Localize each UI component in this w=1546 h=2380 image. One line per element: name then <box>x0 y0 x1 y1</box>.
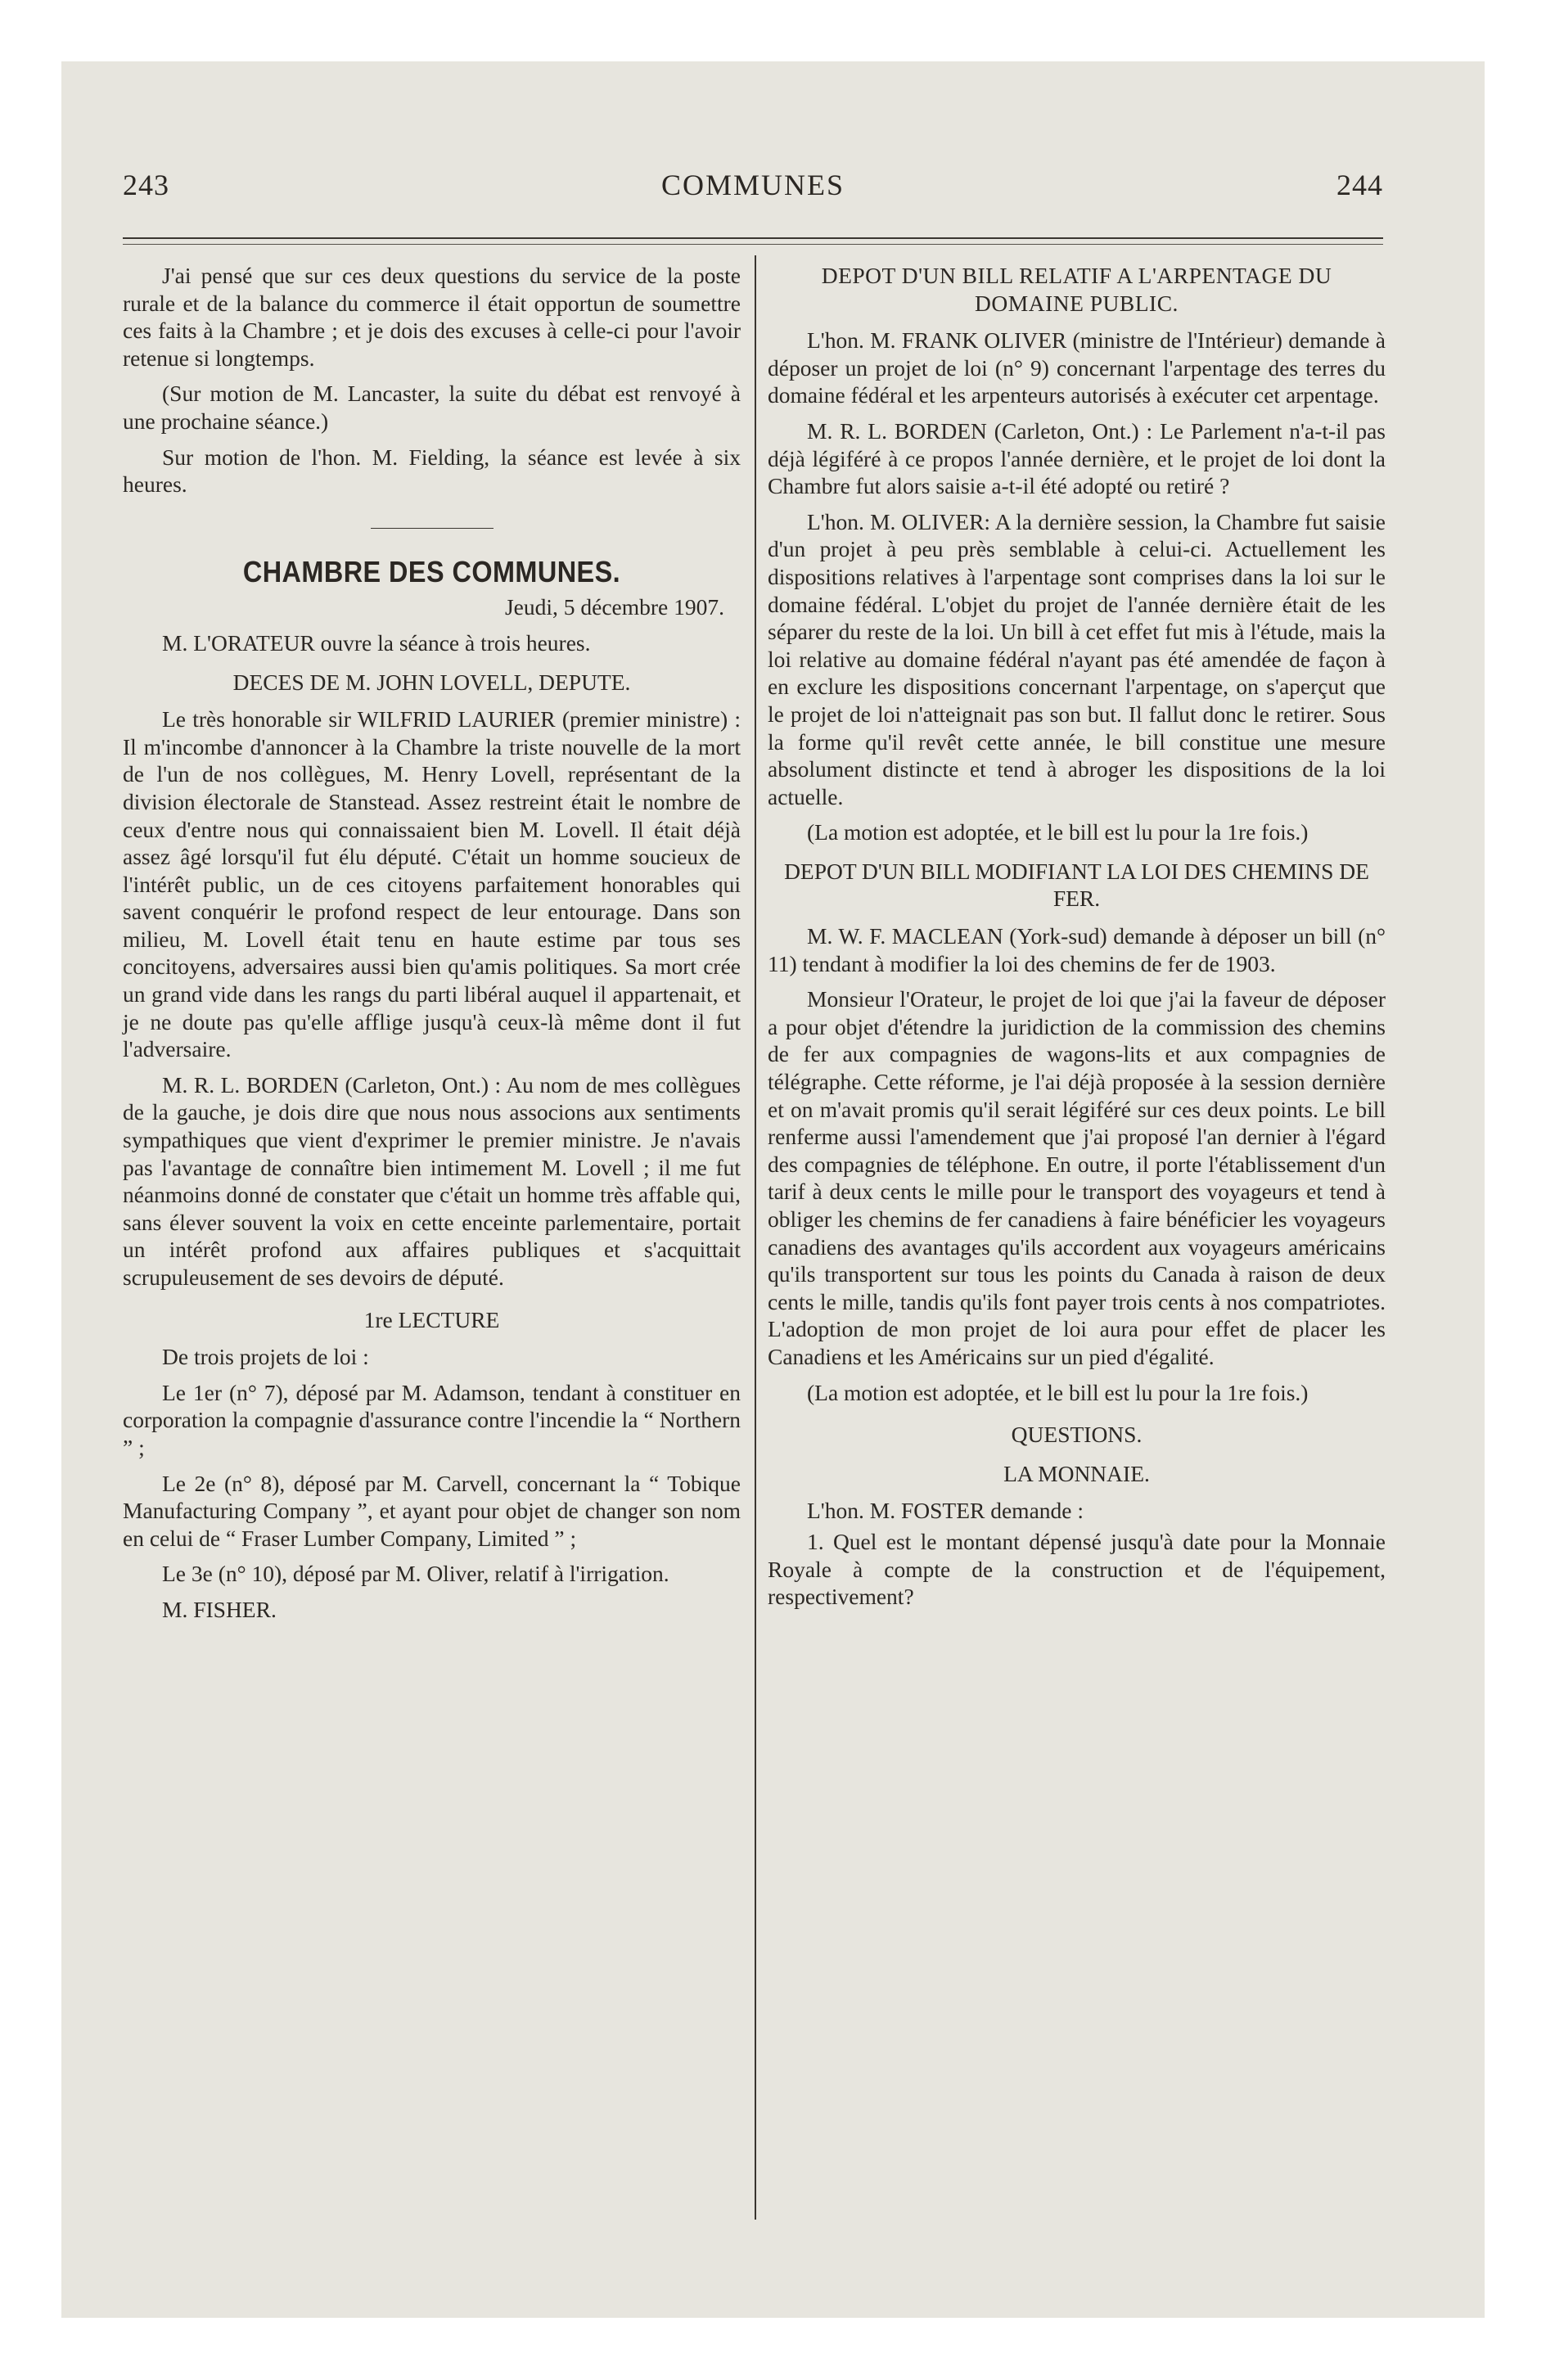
dateline: Jeudi, 5 décembre 1907. <box>504 594 724 620</box>
paragraph: M. L'ORATEUR ouvre la séance à trois heures. <box>162 629 591 656</box>
column-divider <box>755 255 756 2220</box>
header-rule-thin <box>123 244 1383 245</box>
paragraph: L'hon. M. FOSTER demande : <box>807 1498 1084 1524</box>
subsection-heading: LA MONNAIE. <box>1003 1460 1150 1486</box>
paragraph: Le 1er (n° 7), déposé par M. Adamson, tendant à constituer en corporation la compagnie d'assurance contre l'incendie la “ Northern ” ; <box>123 1379 741 1460</box>
paragraph: Le 2e (n° 8), déposé par M. Carvell, concernant la “ Tobique Manufacturing Company ”, et ayant pour objet de changer son nom en celui de “ Fraser Lumber Company, Limited ” ; <box>123 1470 741 1551</box>
paragraph: J'ai pensé que sur ces deux questions du service de la poste rurale et de la balance du commerce il était opportun de soumettre ces faits à la Chambre ; et je dois des excuses à celle-ci pour l'avoir retenue si longtemps. <box>123 263 741 371</box>
section-heading: DEPOT D'UN BILL RELATIF A L'ARPENTAGE DU DOMAINE PUBLIC. <box>821 263 1332 316</box>
paragraph: L'hon. M. OLIVER: A la dernière session, la Chambre fut saisie d'un projet à peu près semblable à celui-ci. Actuellement les dispositions relatives à l'arpentage sont comprises dans la loi sur le domaine fédéral. L'objet du projet de l'année dernière était de les séparer du reste de la loi. Un bill à cet effet fut mis à l'étude, mais la loi relative au domaine fédéral n'ayant pas été amendée de façon à en exclure les dispositions concernant l'arpentage, on s'aperçut que le projet de loi n'atteignait pas son but. Il fallut donc le retirer. Sous la forme qu'il revêt cette année, le bill constitue une mesure absolument distincte et tend à abroger les dispositions de la loi actuelle. <box>768 508 1386 809</box>
paragraph: Le très honorable sir WILFRID LAURIER (premier ministre) : Il m'incombe d'annoncer à la Chambre la triste nouvelle de la mort de l'un de nos collègues, M. Henry Lovell, représentant de la division électorale de Stanstead. Assez restreint était le nombre de ceux d'entre nous qui connaissaient bien M. Lovell. Il était déjà assez âgé lorsqu'il fut élu député. C'était un homme soucieux de l'intérêt public, un de ces citoyens parfaitement honorables qui savent conquérir le profond respect de leur entourage. Dans son milieu, M. Lovell était tenu en haute estime par tous ses concitoyens, adversaires aussi bien qu'amis politiques. Sa mort crée un grand vide dans les rangs du parti libéral auquel il appartenait, et je ne doute pas qu'elle afflige jusqu'à ceux-là même dont il fut l'adversaire. <box>123 706 741 1062</box>
page-number-left: 243 <box>123 169 169 201</box>
paragraph: M. W. F. MACLEAN (York-sud) demande à déposer un bill (n° 11) tendant à modifier la loi des chemins de fer de 1903. <box>768 923 1386 976</box>
paragraph: De trois projets de loi : <box>162 1344 369 1370</box>
page-number-right: 244 <box>1336 169 1383 201</box>
paragraph: Sur motion de l'hon. M. Fielding, la séance est levée à six heures. <box>123 444 741 498</box>
paragraph: (Sur motion de M. Lancaster, la suite du débat est renvoyé à une prochaine séance.) <box>123 381 741 434</box>
section-heading: DEPOT D'UN BILL MODIFIANT LA LOI DES CHEMINS DE FER. <box>784 858 1369 912</box>
section-heading: 1re LECTURE <box>363 1306 500 1332</box>
paragraph: M. R. L. BORDEN (Carleton, Ont.) : Le Parlement n'a-t-il pas déjà légiféré à ce propos l'année dernière, et le projet de loi dont la Chambre fut alors saisie a-t-il été adopté ou retiré ? <box>768 417 1386 499</box>
paragraph: 1. Quel est le montant dépensé jusqu'à date pour la Monnaie Royale à compte de la construction et de l'équipement, respectivement? <box>768 1528 1386 1610</box>
section-heading: DECES DE M. JOHN LOVELL, DEPUTE. <box>232 669 631 695</box>
section-heading: QUESTIONS. <box>1011 1422 1143 1448</box>
section-rule <box>371 528 494 529</box>
paragraph: (La motion est adoptée, et le bill est lu pour la 1re fois.) <box>807 819 1309 845</box>
page-header <box>123 168 1383 217</box>
chamber-title: CHAMBRE DES COMMUNES. <box>242 554 621 588</box>
right-column <box>768 262 1386 1614</box>
paragraph: (La motion est adoptée, et le bill est lu pour la 1re fois.) <box>807 1379 1309 1405</box>
left-column <box>123 262 741 1632</box>
header-rule <box>123 237 1383 239</box>
paragraph: L'hon. M. FRANK OLIVER (ministre de l'Intérieur) demande à déposer un projet de loi (n° 9) concernant l'arpentage des terres du domaine fédéral et les arpenteurs autorisés à exécuter cet arpentage. <box>768 327 1386 408</box>
paragraph: M. R. L. BORDEN (Carleton, Ont.) : Au nom de mes collègues de la gauche, je dois dire que nous nous associons aux sentiments sympathiques que vient d'exprimer le premier ministre. Je n'avais pas l'avantage de connaître bien intimement M. Lovell ; il me fut néanmoins donné de constater que c'était un homme très affable qui, sans élever souvent la voix en cette enceinte parlementaire, portait un intérêt profond aux affaires publiques et s'acquittait scrupuleusement de ses devoirs de député. <box>123 1071 741 1290</box>
running-title: COMMUNES <box>660 169 845 201</box>
paragraph: M. FISHER. <box>162 1596 277 1622</box>
paragraph: Monsieur l'Orateur, le projet de loi que j'ai la faveur de déposer a pour objet d'étendre la juridiction de la commission des chemins de fer aux compagnies de wagons-lits et aux compagnies de télégraphe. Cette réforme, je l'ai déjà proposée à la session dernière et on m'avait promis qu'il serait légiféré sur ces deux points. Le bill renferme aussi l'amendement que j'ai proposé l'an dernier à l'égard des compagnies de téléphone. En outre, il porte l'établissement d'un tarif à deux cents le mille pour le transport des voyageurs et tend à obliger les chemins de fer canadiens à faire bénéficier les voyageurs canadiens des avantages qu'ils accordent aux voyageurs américains qu'ils transportent sur tous les points du Canada à raison de deux cents le mille, tandis qu'ils font payer trois cents à nos compatriotes. L'adoption de mon projet de loi aura pour effet de placer les Canadiens et les Américains sur un pied d'égalité. <box>768 986 1386 1369</box>
paragraph: Le 3e (n° 10), déposé par M. Oliver, relatif à l'irrigation. <box>162 1561 669 1587</box>
